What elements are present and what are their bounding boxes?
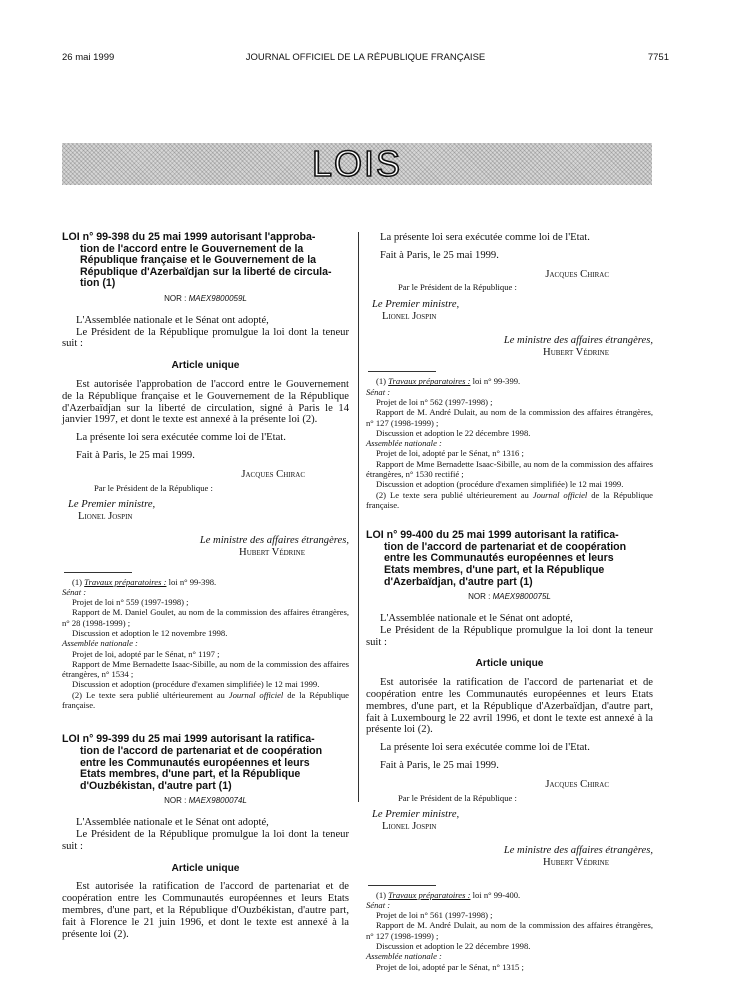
signatory-name: Jacques Chirac <box>241 468 305 480</box>
execution-text: La présente loi sera exécutée comme loi de l'Etat. <box>380 742 590 754</box>
pm-name: Lionel Jospin <box>382 821 437 833</box>
article-heading: Article unique <box>171 862 240 874</box>
header-journal-title: JOURNAL OFFICIEL DE LA RÉPUBLIQUE FRANÇAISE <box>245 52 486 63</box>
minister-name: Hubert Védrine <box>543 856 609 868</box>
footnote-rule <box>368 371 436 372</box>
law-title: LOI n° 99-399 du 25 mai 1999 autorisant la ratifica- tion de l'accord de partenariat et de coopération entre les Communautés européennes et leurs Etats membres, d'une part, et la République d'Ouzbékistan, d'autre part (1) <box>62 733 323 792</box>
minister-name: Hubert Védrine <box>543 346 609 358</box>
header-page-number: 7751 <box>647 52 669 63</box>
minister-title: Le ministre des affaires étrangères, <box>503 844 653 856</box>
done-text: Fait à Paris, le 25 mai 1999. <box>380 759 499 771</box>
right-column <box>366 232 653 972</box>
execution-text: La présente loi sera exécutée comme loi de l'Etat. <box>76 432 286 444</box>
minister-name: Hubert Védrine <box>239 546 305 558</box>
article-heading: Article unique <box>171 360 240 372</box>
law-title: LOI n° 99-398 du 25 mai 1999 autorisant l'approba- tion de l'accord entre le Gouvernement de la République française et le Gouvernement de la République d'Azerbaïdjan sur la liberté de circula- tion (1) <box>62 231 332 290</box>
execution-text: La présente loi sera exécutée comme loi de l'Etat. <box>380 232 590 243</box>
header-date: 26 mai 1999 <box>62 52 115 63</box>
president-line: Par le Président de la République : <box>398 792 517 803</box>
article-text: Est autorisée l'approbation de l'accord entre le Gouvernement de la République française et le Gouvernement de la République d'Azerbaïdjan sur la liberté de circulation, signé à Paris le 14 janvier 1997, et dont le texte est annexé à la présente loi (2). <box>62 378 349 426</box>
intro-text: Le Président de la République promulgue la loi dont la teneur suit : <box>62 828 349 852</box>
column-divider <box>358 232 359 802</box>
signatory-name: Jacques Chirac <box>545 268 609 280</box>
intro-text: L'Assemblée nationale et le Sénat ont adopté, <box>76 817 269 829</box>
footnotes: (1) Travaux préparatoires : loi n° 99-398. Sénat : Projet de loi n° 559 (1997-1998) ; Rapport de M. Daniel Goulet, au nom de la commission des affaires étrangères, n° 28 (1998-1999) ; Discussion et adoption le 12 novembre 1998. Assemblée nationale : Projet de loi, adopté par le Sénat, n° 1197 ; Rapport de Mme Bernadette Isaac-Sibille, au nom de la commission des affaires étrangères, n° 1534 ; Discussion et adoption (procédure d'examen simplifiée) le 12 mai 1999. (2) Le texte sera publié ultérieurement au Journal officiel de la République française. <box>62 576 349 711</box>
pm-name: Lionel Jospin <box>382 310 437 322</box>
intro-text: L'Assemblée nationale et le Sénat ont adopté, <box>76 314 269 326</box>
minister-title: Le ministre des affaires étrangères, <box>503 334 653 346</box>
section-banner <box>62 143 652 185</box>
nor-reference: NOR : MAEX9800074L <box>164 796 247 806</box>
footnote-rule <box>368 885 436 886</box>
minister-title: Le ministre des affaires étrangères, <box>199 534 349 546</box>
done-text: Fait à Paris, le 25 mai 1999. <box>76 449 195 461</box>
pm-name: Lionel Jospin <box>78 511 133 523</box>
footnotes: (1) Travaux préparatoires : loi n° 99-400. Sénat : Projet de loi n° 561 (1997-1998) ; Rapport de M. André Dulait, au nom de la commission des affaires étrangères, n° 127 (1998-1999) ; Discussion et adoption le 22 décembre 1998. Assemblée nationale : Projet de loi, adopté par le Sénat, n° 1315 ; <box>366 889 653 972</box>
pm-title: Le Premier ministre, <box>372 809 460 821</box>
section-title: LOIS <box>311 143 403 184</box>
pm-title: Le Premier ministre, <box>372 299 460 311</box>
article-text: Est autorisée la ratification de l'accord de partenariat et de coopération entre les Communautés européennes et leurs Etats membres, d'une part, et la République d'Azerbaïdjan, d'autre part, fait à Luxembourg le 22 avril 1996, et dont le texte est annexé à la présente loi (2). <box>366 677 653 736</box>
nor-reference: NOR : MAEX9800075L <box>468 592 551 602</box>
intro-text: Le Président de la République promulgue la loi dont la teneur suit : <box>62 326 349 350</box>
done-text: Fait à Paris, le 25 mai 1999. <box>380 249 499 261</box>
nor-reference: NOR : MAEX9800059L <box>164 293 247 303</box>
pm-title: Le Premier ministre, <box>68 499 156 511</box>
president-line: Par le Président de la République : <box>94 482 213 493</box>
article-text: Est autorisée la ratification de l'accord de partenariat et de coopération entre les Communautés européennes et leurs Etats membres, d'une part, et la République d'Ouzbékistan, d'autre part, fait à Florence le 21 juin 1996, et dont le texte est annexé à la présente loi (2). <box>62 881 349 940</box>
law-title: LOI n° 99-400 du 25 mai 1999 autorisant la ratifica- tion de l'accord de partenariat et de coopération entre les Communautés européennes et leurs Etats membres, d'une part, et la République d'Azerbaïdjan, d'autre part (1) <box>366 529 627 588</box>
signatory-name: Jacques Chirac <box>545 778 609 790</box>
left-column <box>62 232 349 940</box>
footnote-rule <box>64 572 132 573</box>
footnotes: (1) Travaux préparatoires : loi n° 99-399. Sénat : Projet de loi n° 562 (1997-1998) ; Rapport de M. André Dulait, au nom de la commission des affaires étrangères, n° 127 (1998-1999) ; Discussion et adoption le 22 décembre 1998. Assemblée nationale : Projet de loi, adopté par le Sénat, n° 1316 ; Rapport de Mme Bernadette Isaac-Sibille, au nom de la commission des affaires étrangères, n° 1530 rectifié ; Discussion et adoption (procédure d'examen simplifiée) le 12 mai 1999. (2) Le texte sera publié ultérieurement au Journal officiel de la République française. <box>366 376 653 510</box>
president-line: Par le Président de la République : <box>398 282 517 293</box>
intro-text: Le Président de la République promulgue la loi dont la teneur suit : <box>366 624 653 648</box>
intro-text: L'Assemblée nationale et le Sénat ont adopté, <box>380 613 573 624</box>
article-heading: Article unique <box>475 658 544 670</box>
